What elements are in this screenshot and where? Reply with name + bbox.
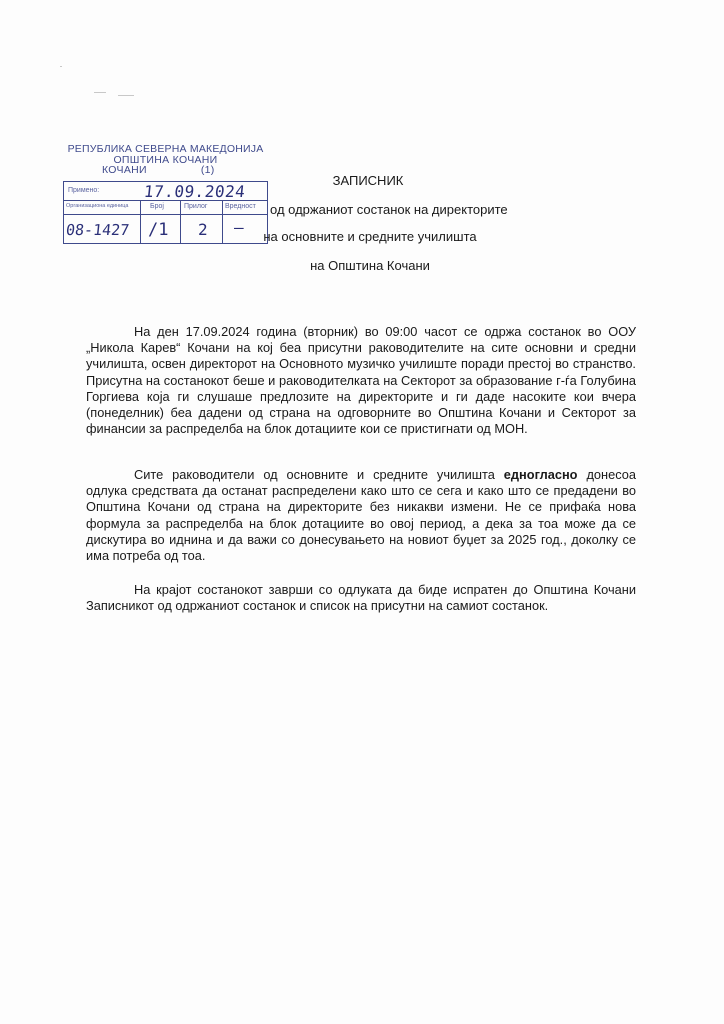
paragraph-text: На ден 17.09.2024 година (вторник) во 09:00 часот се одржа состанок во ООУ „Никола Карев“ Кочани на кој беа присутни раководителите на сите основни и средни училишта, освен директорот на Основното музичко училиште поради престој во странство. Присутна на состанокот беше и раководителката на Секторот за образование г-ѓа Голубина Горгиева која ги слушаше предлозите на директорите и ги даде насоките кои вчера (понеделник) беа дадени од страна на одговорните во Општина Кочани и Секторот за финансии за распределба на блок дотациите кои се пристигнати од МОН.: [86, 324, 636, 437]
stamp-received-label: Примено:: [68, 187, 100, 194]
stamp-received-row: [64, 182, 267, 201]
scan-speck: [118, 95, 134, 96]
stamp-divider: [64, 214, 267, 215]
stamp-divider: [140, 200, 141, 243]
stamp-city-suffix: (1): [200, 164, 215, 176]
stamp-attachment-label: Прилог: [184, 203, 208, 210]
stamp-country: РЕПУБЛИКА СЕВЕРНА МАКЕДОНИЈА: [67, 143, 264, 155]
body-paragraph-1: [86, 324, 636, 437]
stamp-org-unit-value: 08-1427: [65, 221, 131, 239]
stamp-received-date: 17.09.2024: [143, 182, 247, 201]
stamp-city: [58, 165, 273, 176]
registry-stamp: [58, 143, 273, 240]
stamp-divider: [222, 200, 223, 243]
stamp-number-label: Број: [150, 203, 164, 210]
paragraph-2-end: донесоа одлука средствата да останат распределени како што се сега и како што се предадени во Општина Кочани од страна на директорите без никакви измени. Не се прифаќа нова формула за распределба на блок дотациите во овој период, а дека за тоа може да се дискутира во иднина и да важи со донесувањето на новиот буџет за 2025 год., доколку се има потреба од тоа.: [86, 467, 636, 564]
stamp-municipality: ОПШТИНА КОЧАНИ: [113, 153, 218, 166]
document-title: ЗАПИСНИК: [332, 173, 404, 188]
paragraph-text: На крајот состанокот заврши со одлуката да биде испратен до Општина Кочани Записникот од одржаниот состанок и список на присутни на самиот состанок.: [86, 582, 636, 614]
document-subtitle-line-2: на основните и средните училишта: [263, 229, 477, 244]
document-subtitle-line-3: на Општина Кочани: [310, 258, 430, 273]
stamp-attachment-value: 2: [198, 220, 208, 239]
body-paragraph-3: [86, 582, 636, 614]
stamp-city-name: КОЧАНИ: [102, 164, 147, 176]
stamp-divider: [180, 200, 181, 243]
body-paragraph-2: [86, 467, 636, 564]
scan-speck: [94, 92, 106, 93]
paragraph-2-start: Сите раководители од основните и средните училишта: [134, 467, 495, 482]
paragraph-text: [86, 467, 636, 564]
stamp-org-unit-label: Организациона единица: [66, 203, 129, 209]
scan-speck: [60, 66, 62, 67]
stamp-registry-table: [63, 181, 268, 244]
document-subtitle-line-1: од одржаниот состанок на директорите: [270, 202, 508, 217]
stamp-value-value: —: [234, 218, 244, 237]
stamp-number-value: /1: [148, 220, 169, 240]
paragraph-2-emphasis: едногласно: [503, 467, 578, 482]
stamp-value-label: Вредност: [225, 203, 256, 210]
